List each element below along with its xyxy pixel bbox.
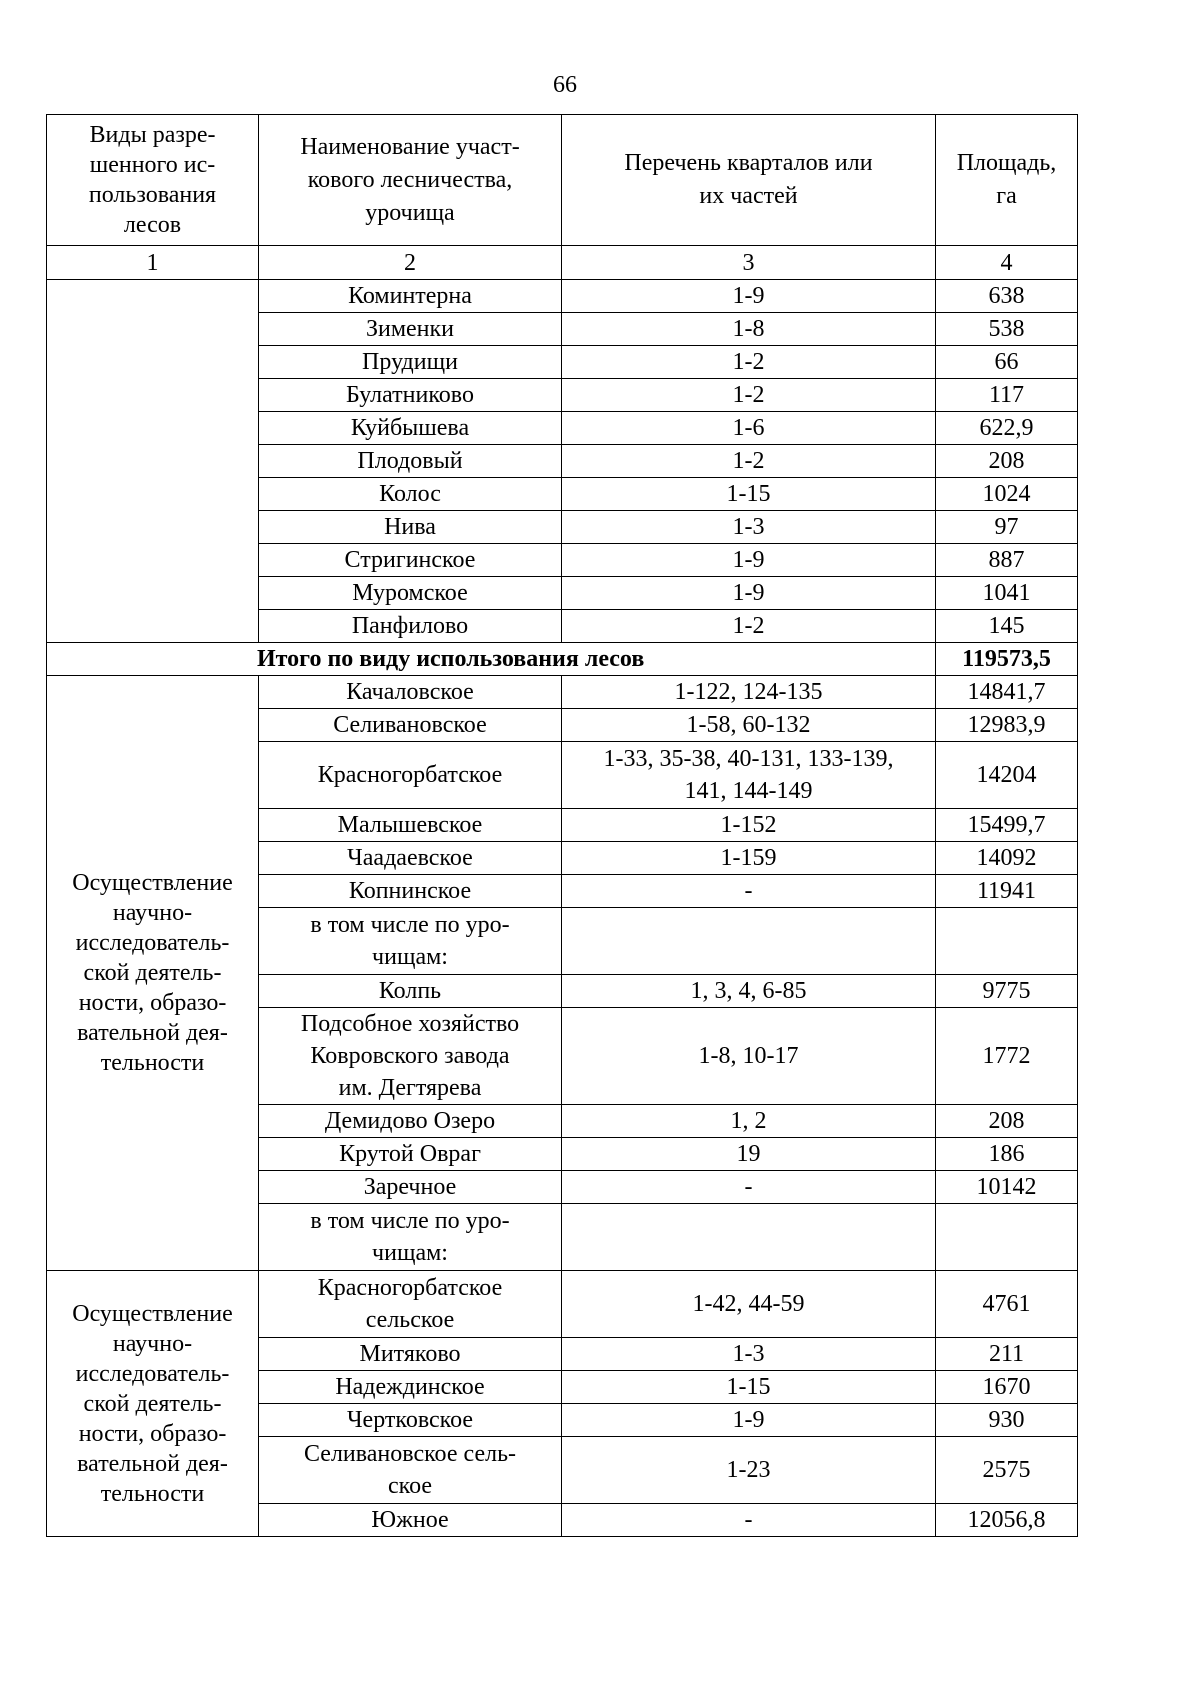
area-cell: 208: [936, 1105, 1078, 1138]
forestry-name-cell: Селивановское: [259, 709, 562, 742]
forestry-name-cell: Булатниково: [259, 379, 562, 412]
header-row: [47, 115, 1078, 246]
area-cell: 887: [936, 544, 1078, 577]
total-row: [47, 643, 1078, 676]
area-cell: 14204: [936, 742, 1078, 809]
table-row: [47, 1271, 1078, 1338]
forestry-name-cell: Демидово Озеро: [259, 1105, 562, 1138]
forestry-name-cell: Красногорбатское сельское: [259, 1271, 562, 1338]
forestry-name-cell: в том числе по уро- чищам:: [259, 1204, 562, 1271]
forestry-name-cell: Копнинское: [259, 875, 562, 908]
forestry-name-cell: Заречное: [259, 1171, 562, 1204]
use-type-cell-empty: [47, 280, 259, 643]
forestry-name-cell: Колос: [259, 478, 562, 511]
forestry-name-cell: Митяково: [259, 1338, 562, 1371]
forestry-name-cell: Чаадаевское: [259, 842, 562, 875]
area-cell: 15499,7: [936, 809, 1078, 842]
column-number-row: [47, 246, 1078, 280]
quarters-cell: 1-159: [562, 842, 936, 875]
quarters-cell: 1-122, 124-135: [562, 676, 936, 709]
forestry-name-cell: Колпь: [259, 975, 562, 1008]
area-cell: 538: [936, 313, 1078, 346]
quarters-cell: 1-2: [562, 445, 936, 478]
area-cell: 930: [936, 1404, 1078, 1437]
area-cell: 1041: [936, 577, 1078, 610]
area-cell: 4761: [936, 1271, 1078, 1338]
forestry-name-cell: Красногорбатское: [259, 742, 562, 809]
area-cell: 1772: [936, 1008, 1078, 1105]
forest-use-table: [46, 114, 1078, 1537]
column-number: 2: [259, 246, 562, 280]
quarters-cell: 1-152: [562, 809, 936, 842]
page-number: 66: [553, 72, 577, 98]
area-cell: [936, 908, 1078, 975]
forestry-name-cell: Малышевское: [259, 809, 562, 842]
area-cell: 638: [936, 280, 1078, 313]
header-use-type: Виды разре- шенного ис- пользования лесов: [47, 115, 259, 246]
header-area: Площадь, га: [936, 115, 1078, 246]
quarters-cell: 19: [562, 1138, 936, 1171]
quarters-cell: 1-9: [562, 544, 936, 577]
area-cell: [936, 1204, 1078, 1271]
quarters-cell: 1-15: [562, 1371, 936, 1404]
quarters-cell: 1-23: [562, 1437, 936, 1504]
area-cell: 145: [936, 610, 1078, 643]
area-cell: 10142: [936, 1171, 1078, 1204]
forestry-name-cell: Куйбышева: [259, 412, 562, 445]
quarters-cell: 1-15: [562, 478, 936, 511]
area-cell: 12056,8: [936, 1504, 1078, 1537]
header-forestry-name: Наименование участ- кового лесничества, урочища: [259, 115, 562, 246]
forestry-name-cell: Подсобное хозяйство Ковровского завода им. Дегтярева: [259, 1008, 562, 1105]
quarters-cell: 1-2: [562, 610, 936, 643]
area-cell: 622,9: [936, 412, 1078, 445]
forestry-name-cell: Муромское: [259, 577, 562, 610]
quarters-cell: [562, 1204, 936, 1271]
total-area: 119573,5: [936, 643, 1078, 676]
quarters-cell: 1-8, 10-17: [562, 1008, 936, 1105]
area-cell: 1670: [936, 1371, 1078, 1404]
forestry-name-cell: Крутой Овраг: [259, 1138, 562, 1171]
column-number: 4: [936, 246, 1078, 280]
area-cell: 117: [936, 379, 1078, 412]
column-number: 1: [47, 246, 259, 280]
forestry-name-cell: Надеждинское: [259, 1371, 562, 1404]
quarters-cell: 1-6: [562, 412, 936, 445]
forestry-name-cell: Нива: [259, 511, 562, 544]
area-cell: 1024: [936, 478, 1078, 511]
quarters-cell: 1-9: [562, 280, 936, 313]
quarters-cell: 1-3: [562, 1338, 936, 1371]
use-type-research-education: Осуществление научно- исследователь- ской деятель- ности, образо- вательной дея- тельности: [47, 676, 259, 1271]
quarters-cell: 1, 2: [562, 1105, 936, 1138]
forestry-name-cell: Чертковское: [259, 1404, 562, 1437]
forestry-name-cell: в том числе по уро- чищам:: [259, 908, 562, 975]
area-cell: 186: [936, 1138, 1078, 1171]
area-cell: 211: [936, 1338, 1078, 1371]
quarters-cell: 1-9: [562, 1404, 936, 1437]
forestry-name-cell: Стригинское: [259, 544, 562, 577]
quarters-cell: 1, 3, 4, 6-85: [562, 975, 936, 1008]
forestry-name-cell: Панфилово: [259, 610, 562, 643]
area-cell: 208: [936, 445, 1078, 478]
quarters-cell: 1-8: [562, 313, 936, 346]
area-cell: 14841,7: [936, 676, 1078, 709]
forestry-name-cell: Южное: [259, 1504, 562, 1537]
quarters-cell: [562, 908, 936, 975]
area-cell: 9775: [936, 975, 1078, 1008]
forestry-name-cell: Коминтерна: [259, 280, 562, 313]
area-cell: 66: [936, 346, 1078, 379]
quarters-cell: 1-42, 44-59: [562, 1271, 936, 1338]
quarters-cell: 1-3: [562, 511, 936, 544]
use-type-research-education: Осуществление научно- исследователь- ской деятель- ности, образо- вательной дея- тельности: [47, 1271, 259, 1537]
quarters-cell: 1-2: [562, 346, 936, 379]
header-quarters: Перечень кварталов или их частей: [562, 115, 936, 246]
forestry-name-cell: Качаловское: [259, 676, 562, 709]
area-cell: 2575: [936, 1437, 1078, 1504]
table-row: [47, 280, 1078, 313]
area-cell: 97: [936, 511, 1078, 544]
area-cell: 11941: [936, 875, 1078, 908]
quarters-cell: -: [562, 1171, 936, 1204]
area-cell: 12983,9: [936, 709, 1078, 742]
quarters-cell: 1-33, 35-38, 40-131, 133-139, 141, 144-149: [562, 742, 936, 809]
quarters-cell: 1-58, 60-132: [562, 709, 936, 742]
total-label: Итого по виду использования лесов: [47, 643, 936, 676]
column-number: 3: [562, 246, 936, 280]
quarters-cell: 1-2: [562, 379, 936, 412]
forestry-name-cell: Прудищи: [259, 346, 562, 379]
forestry-name-cell: Селивановское сель- ское: [259, 1437, 562, 1504]
quarters-cell: -: [562, 1504, 936, 1537]
area-cell: 14092: [936, 842, 1078, 875]
forestry-name-cell: Плодовый: [259, 445, 562, 478]
quarters-cell: -: [562, 875, 936, 908]
table-row: [47, 676, 1078, 709]
quarters-cell: 1-9: [562, 577, 936, 610]
forestry-name-cell: Зименки: [259, 313, 562, 346]
